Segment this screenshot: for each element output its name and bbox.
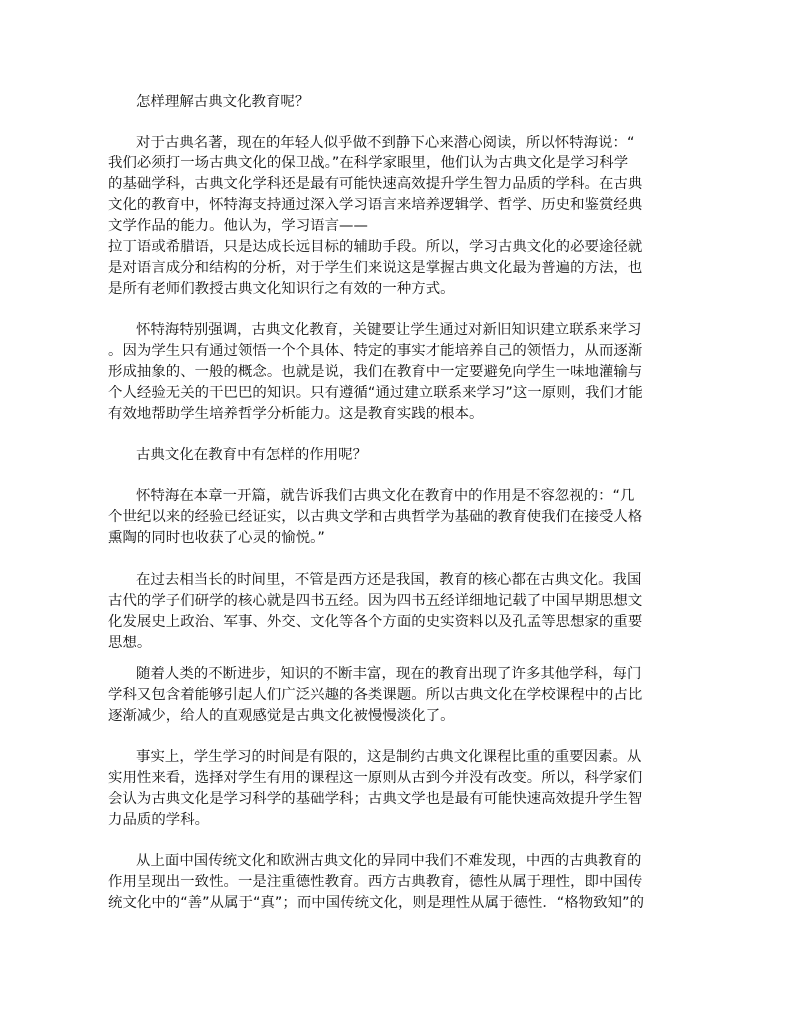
- text-line: 个人经验无关的干巴巴的知识。只有遵循“通过建立联系来学习”这一原则，我们才能: [108, 385, 643, 401]
- text-line: 有效地帮助学生培养哲学分析能力。这是教育实践的根本。: [108, 406, 484, 422]
- text-line: 随着人类的不断进步，知识的不断丰富，现在的教育出现了许多其他学科，每门: [136, 666, 642, 682]
- text-line: 的基础学科，古典文化学科还是最有可能快速高效提升学生智力品质的学科。在古典: [108, 176, 643, 192]
- text-line: 文化的教育中，怀特海支持通过深入学习语言来培养逻辑学、哲学、历史和鉴赏经典: [108, 197, 643, 213]
- text-line: 会认为古典文化是学习科学的基础学科；古典文学也是最有可能快速高效提升学生智: [108, 791, 643, 807]
- text-line: 怀特海特别强调，古典文化教育，关键要让学生通过对新旧知识建立联系来学习: [136, 322, 642, 338]
- text-line: 文学作品的能力。他认为，学习语言——: [108, 218, 368, 234]
- section-heading: 怎样理解古典文化教育呢？: [136, 94, 310, 110]
- text-line: 作用呈现出一致性。一是注重德性教育。西方古典教育，德性从属于理性，即中国传: [108, 874, 643, 890]
- text-line: 在过去相当长的时间里，不管是西方还是我国，教育的核心都在古典文化。我国: [136, 572, 642, 588]
- text-line: 拉丁语或希腊语，只是达成长远目标的辅助手段。所以，学习古典文化的必要途径就: [108, 239, 643, 255]
- text-line: 是所有老师们教授古典文化知识行之有效的一种方式。: [108, 281, 455, 297]
- text-line: 是对语言成分和结构的分析，对于学生们来说这是掌握古典文化最为普遍的方法，也: [108, 260, 643, 276]
- text-line: 。因为学生只有通过领悟一个个具体、特定的事实才能培养自己的领悟力，从而逐渐: [108, 343, 643, 359]
- text-line: 实用性来看，选择对学生有用的课程这一原则从古到今并没有改变。所以，科学家们: [108, 770, 643, 786]
- text-line: 从上面中国传统文化和欧洲古典文化的异同中我们不难发现，中西的古典教育的: [136, 853, 642, 869]
- text-line: 统文化中的“善”从属于“真”；而中国传统文化，则是理性从属于德性．“格物致知”的: [108, 895, 645, 911]
- text-line: 形成抽象的、一般的概念。也就是说，我们在教育中一定要避免向学生一味地灌输与: [108, 364, 643, 380]
- text-line: 事实上，学生学习的时间是有限的，这是制约古典文化课程比重的重要因素。从: [136, 749, 642, 765]
- text-line: 我们必须打一场古典文化的保卫战。”在科学家眼里，他们认为古典文化是学习科学: [108, 155, 629, 171]
- text-line: 怀特海在本章一开篇，就告诉我们古典文化在教育中的作用是不容忽视的：“几: [136, 488, 635, 504]
- text-line: 对于古典名著，现在的年轻人似乎做不到静下心来潜心阅读，所以怀特海说：“: [136, 135, 635, 151]
- section-heading: 古典文化在教育中有怎样的作用呢？: [136, 447, 368, 463]
- text-line: 逐渐减少，给人的直观感觉是古典文化被慢慢淡化了。: [108, 708, 455, 724]
- text-line: 古代的学子们研学的核心就是四书五经。因为四书五经详细地记载了中国早期思想文: [108, 593, 643, 609]
- text-line: 思想。: [108, 635, 152, 651]
- text-line: 化发展史上政治、军事、外交、文化等各个方面的史实资料以及孔孟等思想家的重要: [108, 614, 643, 630]
- text-line: 熏陶的同时也收获了心灵的愉悦。”: [108, 530, 325, 546]
- text-line: 力品质的学科。: [108, 812, 210, 828]
- text-line: 学科又包含着能够引起人们广泛兴趣的各类课题。所以古典文化在学校课程中的占比: [108, 687, 643, 703]
- text-line: 个世纪以来的经验已经证实，以古典文学和古典哲学为基础的教育使我们在接受人格: [108, 509, 643, 525]
